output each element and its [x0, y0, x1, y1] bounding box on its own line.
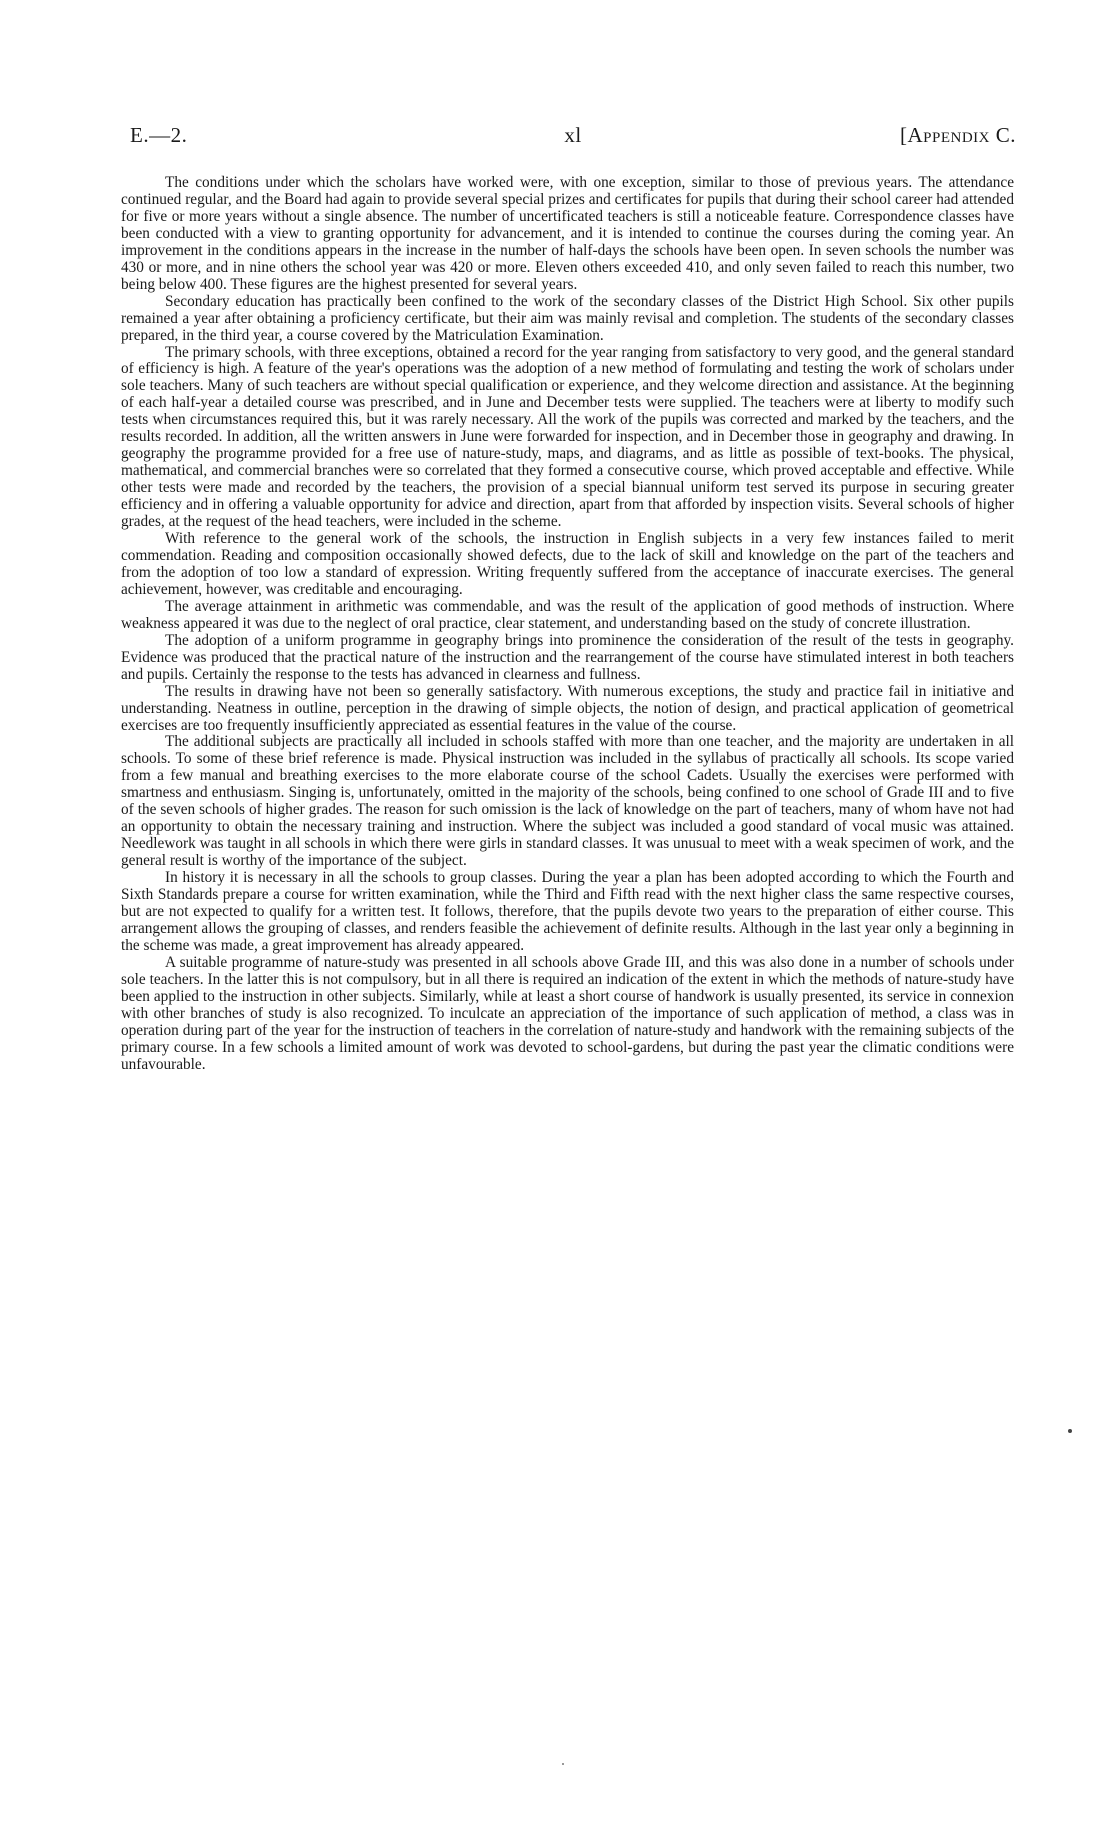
body-text [121, 175, 1014, 1074]
paragraph-nature-study: A suitable programme of nature-study was presented in all schools above Grade III, and this was also done in a number of schools under sole teachers. In the latter this is not compulsory, but in all there is required an indication of the extent in which the methods of nature-study have been applied to the instruction in other subjects. Similarly, while at least a short course of handwork is usually presented, its service in connexion with other branches of study is also recognized. To inculcate an appreciation of the importance of such application of method, a class was in operation during part of the year for the instruction of teachers in the correlation of nature-study and handwork with the remaining subjects of the primary course. In a few schools a limited amount of work was devoted to school-gardens, but during the past year the climatic conditions were unfavourable. [121, 953, 1014, 1073]
paragraph-primary-schools: The primary schools, with three exceptions, obtained a record for the year ranging from satisfactory to very good, and the general standard of efficiency is high. A feature of the year's operations was the adoption of a new method of formulating and testing the work of scholars under sole teachers. Many of such teachers are without special qualification or experience, and they welcome direction and assistance. At the beginning of each half-year a detailed course was prescribed, and in June and December tests were supplied. The teachers were at liberty to modify such tests when circumstances required this, but it was rarely necessary. All the work of the pupils was corrected and marked by the teachers, and the results recorded. In addition, all the written answers in June were forwarded for inspection, and in December those in geography and drawing. In geography the programme provided for a free use of nature-study, maps, and diagrams, and as little as possible of text-books. The physical, mathematical, and commercial branches were so correlated that they formed a consecutive course, which proved acceptable and effective. While other tests were made and recorded by the teachers, the provision of a special biannual uniform test served its purpose in securing greater efficiency and in offering a valuable opportunity for advice and direction, apart from that afforded by inspection visits. Several schools of higher grades, at the request of the head teachers, were included in the scheme. [121, 343, 1014, 531]
paragraph-secondary-education: Secondary education has practically been confined to the work of the secondary classes of the District High School. Six other pupils remained a year after obtaining a proficiency certificate, but their aim was mainly revisal and completion. The students of the secondary classes prepared, in the third year, a course covered by the Matriculation Examination. [121, 292, 1014, 344]
scan-speck [1068, 1429, 1072, 1433]
paragraph-additional-subjects: The additional subjects are practically all included in schools staffed with more than one teacher, and the majority are undertaken in all schools. To some of these brief reference is made. Physical instruction was included in the syllabus of practically all schools. Its scope varied from a few manual and breathing exercises to the more elaborate course of the school Cadets. Usually the exercises were performed with smartness and enthusiasm. Singing is, unfortunately, omitted in the majority of the schools, being confined to one school of Grade III and to five of the seven schools of higher grades. The reason for such omission is the lack of knowledge on the part of teachers, many of whom have not had an opportunity to obtain the necessary training and instruction. Where the subject was included a good standard of vocal music was attained. Needlework was taught in all schools in which there were girls in standard classes. It was unusual to meet with a weak specimen of work, and the general result is worthy of the importance of the subject. [121, 733, 1014, 870]
header-appendix: [Appendix C. [899, 123, 1016, 147]
paragraph-arithmetic: The average attainment in arithmetic was commendable, and was the result of the application of good methods of instruction. Where weakness appeared it was due to the neglect of oral practice, clear statement, and understanding based on the study of concrete illustration. [121, 597, 1014, 632]
paragraph-geography: The adoption of a uniform programme in geography brings into prominence the consideration of the result of the tests in geography. Evidence was produced that the practical nature of the instruction and the rearrangement of the course have stimulated interest in both teachers and pupils. Certainly the response to the tests has advanced in clearness and fullness. [121, 631, 1014, 683]
paragraph-drawing: The results in drawing have not been so generally satisfactory. With numerous exceptions, the study and practice fail in initiative and understanding. Neatness in outline, perception in the drawing of simple objects, the notion of design, and practical application of geometrical exercises are too frequently insufficiently appreciated as essential features in the value of the course. [121, 682, 1014, 734]
header-reference: E.—2. [130, 123, 188, 147]
scan-speck-bottom [562, 1763, 564, 1765]
page-header [130, 123, 1016, 155]
paragraph-english-subjects: With reference to the general work of the schools, the instruction in English subjects in a very few instances failed to merit commendation. Reading and composition occasionally showed defects, due to the lack of skill and knowledge on the part of the teachers and from the adoption of too low a standard of expression. Writing frequently suffered from the acceptance of inaccurate exercises. The general achievement, however, was creditable and encouraging. [121, 530, 1014, 598]
paragraph-history: In history it is necessary in all the schools to group classes. During the year a plan has been adopted according to which the Fourth and Sixth Standards prepare a course for written examination, while the Third and Fifth read with the next higher class the same respective courses, but are not expected to qualify for a written test. It follows, therefore, that the pupils devote two years to the preparation of either course. This arrangement allows the grouping of classes, and renders feasible the achievement of definite results. Although in the last year only a beginning in the scheme was made, a great improvement has already appeared. [121, 869, 1014, 954]
paragraph-conditions: The conditions under which the scholars have worked were, with one exception, similar to those of previous years. The attendance continued regular, and the Board had again to provide several special prizes and certificates for pupils that during their school career had attended for five or more years without a single absence. The number of uncertificated teachers is still a noticeable feature. Correspondence classes have been conducted with a view to granting opportunity for advancement, and it is intended to continue the courses during the coming year. An improvement in the conditions appears in the increase in the number of half-days the schools have been open. In seven schools the number was 430 or more, and in nine others the school year was 420 or more. Eleven others exceeded 410, and only seven failed to reach this number, two being below 400. These figures are the highest presented for several years. [121, 174, 1014, 293]
page-number: xl [564, 123, 582, 147]
